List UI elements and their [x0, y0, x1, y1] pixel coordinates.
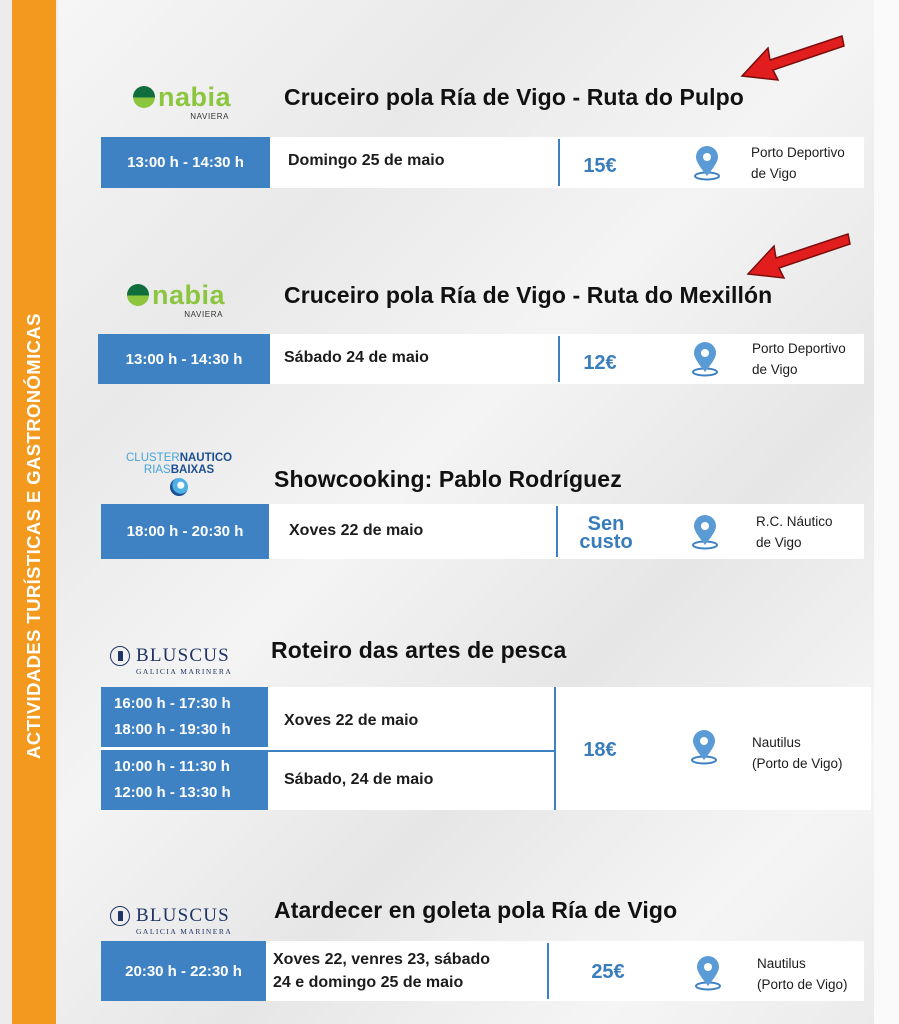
cluster-line-1: CLUSTERNAUTICO — [126, 452, 233, 464]
divider — [556, 506, 558, 557]
event-date: Sábado, 24 de maio — [284, 771, 434, 788]
location-line: de Vigo — [756, 535, 802, 550]
event-date — [273, 948, 490, 994]
cluster-nautico-logo — [126, 452, 232, 496]
price-line: custo — [579, 531, 633, 553]
price-line: Sen — [587, 513, 625, 535]
nabia-wordmark: nabia — [158, 82, 232, 112]
location-line: Nautilus — [757, 956, 806, 971]
map-pin-icon — [691, 145, 723, 181]
page-edge — [874, 0, 899, 1024]
divider — [554, 687, 556, 810]
nabia-wordmark: nabia — [152, 280, 226, 310]
event-title: Roteiro das artes de pesca — [271, 637, 567, 663]
divider — [268, 750, 555, 752]
event-time: 13:00 h - 14:30 h — [98, 334, 270, 384]
bluscus-logo — [110, 645, 232, 676]
event-title: Cruceiro pola Ría de Vigo - Ruta do Mexillón — [284, 282, 773, 308]
event-title: Atardecer en goleta pola Ría de Vigo — [274, 897, 678, 923]
event-row — [101, 504, 864, 559]
time-line: 12:00 h - 13:30 h — [114, 784, 231, 801]
date-line: 24 e domingo 25 de maio — [273, 974, 464, 991]
event-time: 13:00 h - 14:30 h — [101, 137, 270, 188]
cluster-line-2: RIASBAIXAS — [143, 464, 215, 476]
bluscus-subtitle: GALICIA MARINERA — [136, 667, 233, 676]
map-pin-icon — [692, 955, 724, 991]
location-line: Porto Deportivo — [752, 341, 846, 356]
event-row — [101, 137, 864, 188]
bluscus-wordmark: BLUSCUS — [136, 905, 230, 926]
location-line: (Porto de Vigo) — [757, 977, 848, 992]
location-line: de Vigo — [751, 166, 797, 181]
location-line: R.C. Náutico — [756, 514, 833, 529]
location-line: de Vigo — [752, 362, 798, 377]
event-title: Cruceiro pola Ría de Vigo - Ruta do Pulpo — [284, 84, 744, 110]
location-line: Nautilus — [752, 735, 801, 750]
event-location — [752, 338, 846, 380]
event-price — [573, 515, 639, 551]
event-title: Showcooking: Pablo Rodríguez — [274, 466, 622, 492]
date-line: Xoves 22, venres 23, sábado — [273, 951, 491, 968]
event-row — [98, 334, 864, 384]
event-time: 20:30 h - 22:30 h — [101, 941, 266, 1001]
event-location — [752, 732, 843, 774]
event-location — [751, 142, 845, 184]
nabia-subtitle: NAVIERA — [190, 112, 230, 121]
bluscus-logo — [110, 905, 232, 936]
location-line: Porto Deportivo — [751, 145, 845, 160]
divider — [558, 336, 560, 382]
red-arrow-icon — [738, 30, 848, 82]
event-row — [101, 941, 864, 1001]
wave-icon — [170, 478, 188, 496]
divider — [558, 139, 560, 186]
event-price: 12€ — [583, 352, 617, 374]
nabia-logo — [127, 282, 225, 319]
nabia-mark-icon — [133, 86, 155, 108]
divider — [547, 943, 549, 999]
bluscus-subtitle: GALICIA MARINERA — [136, 927, 233, 936]
bluscus-wordmark: BLUSCUS — [136, 645, 230, 666]
event-time — [101, 750, 268, 810]
sidebar-title: ACTIVIDADES TURÍSTICAS E GASTRONÓMICAS — [23, 313, 44, 759]
event-price: 15€ — [583, 155, 617, 177]
time-line: 16:00 h - 17:30 h — [114, 695, 231, 712]
nabia-logo — [133, 84, 231, 121]
time-line: 10:00 h - 11:30 h — [114, 758, 230, 775]
red-arrow-icon — [744, 228, 854, 280]
event-price: 18€ — [583, 739, 617, 761]
time-line: 18:00 h - 19:30 h — [114, 721, 231, 738]
nabia-subtitle: NAVIERA — [184, 310, 224, 319]
lighthouse-icon — [110, 906, 130, 926]
event-price: 25€ — [591, 961, 625, 983]
map-pin-icon — [689, 341, 721, 377]
map-pin-icon — [689, 514, 721, 550]
lighthouse-icon — [110, 646, 130, 666]
event-time: 18:00 h - 20:30 h — [101, 504, 269, 559]
nabia-mark-icon — [127, 284, 149, 306]
event-date: Domingo 25 de maio — [288, 152, 445, 169]
event-row — [101, 687, 871, 810]
map-pin-icon — [688, 729, 720, 765]
event-date: Xoves 22 de maio — [289, 522, 424, 539]
event-location — [756, 511, 833, 553]
event-time — [101, 687, 268, 747]
event-date: Xoves 22 de maio — [284, 712, 419, 729]
event-location — [757, 953, 848, 995]
location-line: (Porto de Vigo) — [752, 756, 843, 771]
event-date: Sábado 24 de maio — [284, 349, 429, 366]
